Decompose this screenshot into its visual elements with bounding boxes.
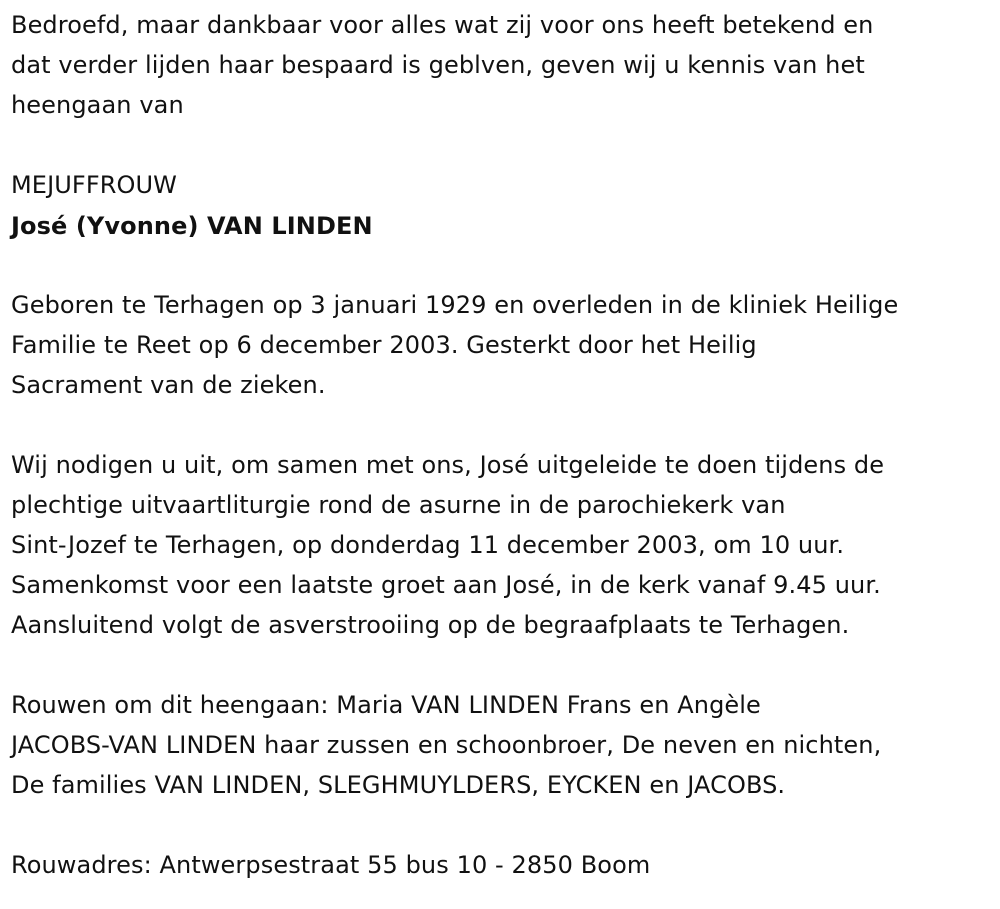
paragraph-gap <box>11 125 996 165</box>
mourners-line: Rouwen om dit heengaan: Maria VAN LINDEN Frans en Angèle <box>11 691 761 719</box>
intro-line: Bedroefd, maar dankbaar voor alles wat zij voor ons heeft betekend en <box>11 11 874 39</box>
intro-line: heengaan van <box>11 91 184 119</box>
birth-death-line: Geboren te Terhagen op 3 januari 1929 en overleden in de kliniek Heilige <box>11 291 899 319</box>
mourning-address: Rouwadres: Antwerpsestraat 55 bus 10 - 2850 Boom <box>11 851 651 879</box>
paragraph-gap <box>11 247 996 285</box>
invitation-line: Samenkomst voor een laatste groet aan José, in de kerk vanaf 9.45 uur. <box>11 571 881 599</box>
invitation-line: Aansluitend volgt de asverstrooiing op de begraafplaats te Terhagen. <box>11 611 850 639</box>
invitation-line: plechtige uitvaartliturgie rond de asurne in de parochiekerk van <box>11 491 786 519</box>
intro-line: dat verder lijden haar bespaard is geblven, geven wij u kennis van het <box>11 51 865 79</box>
deceased-name: José (Yvonne) VAN LINDEN <box>11 212 373 240</box>
paragraph-gap <box>11 405 996 445</box>
intro-paragraph <box>11 5 996 125</box>
birth-death-line: Sacrament van de zieken. <box>11 371 326 399</box>
death-notice <box>11 5 996 885</box>
invitation-line: Wij nodigen u uit, om samen met ons, José uitgeleide te doen tijdens de <box>11 451 885 479</box>
mourners-paragraph <box>11 685 996 805</box>
invitation-paragraph <box>11 445 996 645</box>
title-prefix: MEJUFFROUW <box>11 171 177 199</box>
birth-death-line: Familie te Reet op 6 december 2003. Gesterkt door het Heilig <box>11 331 757 359</box>
mourners-line: JACOBS-VAN LINDEN haar zussen en schoonbroer, De neven en nichten, <box>11 731 882 759</box>
paragraph-gap <box>11 805 996 845</box>
paragraph-gap <box>11 645 996 685</box>
mourners-line: De families VAN LINDEN, SLEGHMUYLDERS, EYCKEN en JACOBS. <box>11 771 786 799</box>
invitation-line: Sint-Jozef te Terhagen, op donderdag 11 december 2003, om 10 uur. <box>11 531 845 559</box>
birth-death-paragraph <box>11 285 996 405</box>
